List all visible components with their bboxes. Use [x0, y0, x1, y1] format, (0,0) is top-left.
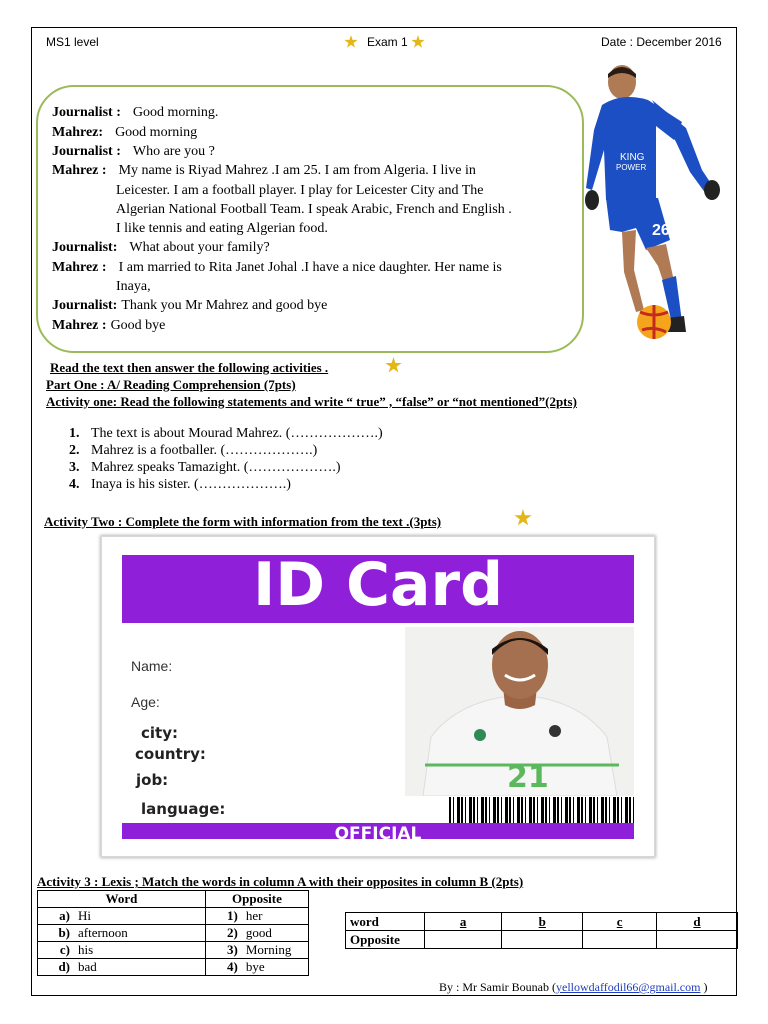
dialogue-line: Mahrez : I am married to Rita Janet Johal .I have a nice daughter. Her name is [52, 260, 502, 275]
speech-text: Inaya, [116, 279, 151, 294]
table-row: Opposite [346, 931, 738, 949]
statement-4: 4. Inaya is his sister. (……………….) [69, 477, 291, 492]
id-card-footer-bar [122, 823, 634, 839]
dialogue-line: Journalist : Good morning. [52, 105, 219, 120]
read-instruction: Read the text then answer the following activities . [50, 360, 329, 375]
speaker-label: Journalist [52, 105, 113, 120]
dialogue-line: Mahrez: Good morning [52, 125, 198, 140]
speech-text: Good bye [110, 318, 166, 333]
speech-text: Who are you ? [132, 144, 215, 159]
speech-text: Leicester. I am a football player. I play for Leicester City and The [116, 183, 484, 198]
activity-one-heading: Activity one: Read the following statements and write “ true” , “false” or “not mentioned”(2pts) [46, 394, 577, 409]
activity-two-heading: Activity Two : Complete the form with information from the text .(3pts) [44, 514, 442, 529]
lexis-header-opposite: Opposite [205, 891, 308, 908]
statement-1: 1. The text is about Mourad Mahrez. (……………….) [69, 426, 383, 441]
speaker-label: Journalist [52, 240, 113, 255]
exam-label: Exam 1 [367, 35, 408, 49]
activity-three-heading: Activity 3 : Lexis ; Match the words in column A with their opposites in column B (2pts) [37, 874, 524, 889]
table-row: d) bad 4) bye [38, 959, 309, 976]
dialogue-line: Mahrez : My name is Riyad Mahrez .I am 25. I am from Algeria. I live in [52, 163, 476, 178]
dialogue-line [116, 181, 484, 200]
speech-text: Good morning. [132, 105, 219, 120]
lexis-header-word: Word [38, 891, 206, 908]
speaker-label: Mahrez [52, 260, 99, 275]
author-footer: By : Mr Samir Bounab (yellowdaffodil66@gmail.com ) [439, 980, 708, 994]
id-field-city: city: [141, 724, 178, 742]
id-card-footer: OFFICIAL [334, 824, 422, 839]
date-label: Date : December 2016 [601, 35, 722, 49]
answer-table [345, 912, 738, 949]
table-row: a) Hi 1) her [38, 908, 309, 925]
answer-cell-b[interactable] [502, 931, 583, 949]
id-card-title: ID Card [252, 550, 504, 620]
id-field-name: Name: [131, 658, 173, 674]
speech-text: Algerian National Football Team. I speak Arabic, French and English . [116, 202, 512, 217]
jersey-number: 21 [507, 760, 549, 795]
svg-text:KING: KING [620, 152, 645, 163]
dialogue-line [116, 200, 512, 219]
speaker-label: Mahrez : [52, 318, 107, 333]
answer-cell-a[interactable] [425, 931, 502, 949]
dialogue-line [52, 296, 327, 315]
id-field-job: job: [136, 771, 169, 789]
dialogue-line [116, 219, 328, 238]
player-image [582, 60, 732, 345]
barcode [449, 797, 634, 823]
dialogue-line: Journalist: What about your family? [52, 240, 270, 255]
answer-cell-d[interactable] [657, 931, 738, 949]
id-field-age: Age: [131, 694, 160, 710]
speaker-label: Journalist: [52, 298, 118, 313]
table-row: b) afternoon 2) good [38, 925, 309, 942]
statement-3: 3. Mahrez speaks Tamazight. (……………….) [69, 460, 341, 475]
id-field-language: language: [141, 800, 226, 818]
svg-text:POWER: POWER [616, 163, 647, 172]
speech-text: Good morning [115, 125, 198, 140]
dialogue-line [116, 277, 151, 296]
answer-cell-c[interactable] [583, 931, 657, 949]
id-card-photo [405, 627, 634, 796]
table-row: word a b c d [346, 913, 738, 931]
table-row: c) his 3) Morning [38, 942, 309, 959]
author-email-link[interactable]: yellowdaffodil66@gmail.com [556, 980, 701, 994]
speech-text: I am married to Rita Janet Johal .I have a nice daughter. Her name is [118, 260, 502, 275]
speaker-label: Mahrez [52, 163, 99, 178]
speaker-label: Journalist [52, 144, 113, 159]
speech-text: I like tennis and eating Algerian food. [116, 221, 328, 236]
speech-text: Thank you Mr Mahrez and good bye [121, 298, 328, 313]
statement-2: 2. Mahrez is a footballer. (……………….) [69, 443, 318, 458]
dialogue-line [52, 316, 165, 335]
speaker-label: Mahrez [52, 125, 99, 140]
id-field-country: country: [135, 745, 206, 763]
dialogue-line: Journalist : Who are you ? [52, 144, 215, 159]
svg-text:26: 26 [652, 222, 670, 239]
part-one-heading: Part One : A/ Reading Comprehension (7pts) [46, 377, 296, 392]
level-label: MS1 level [46, 35, 99, 49]
lexis-table [37, 890, 309, 976]
speech-text: What about your family? [129, 240, 270, 255]
speech-text: My name is Riyad Mahrez .I am 25. I am from Algeria. I live in [118, 163, 476, 178]
